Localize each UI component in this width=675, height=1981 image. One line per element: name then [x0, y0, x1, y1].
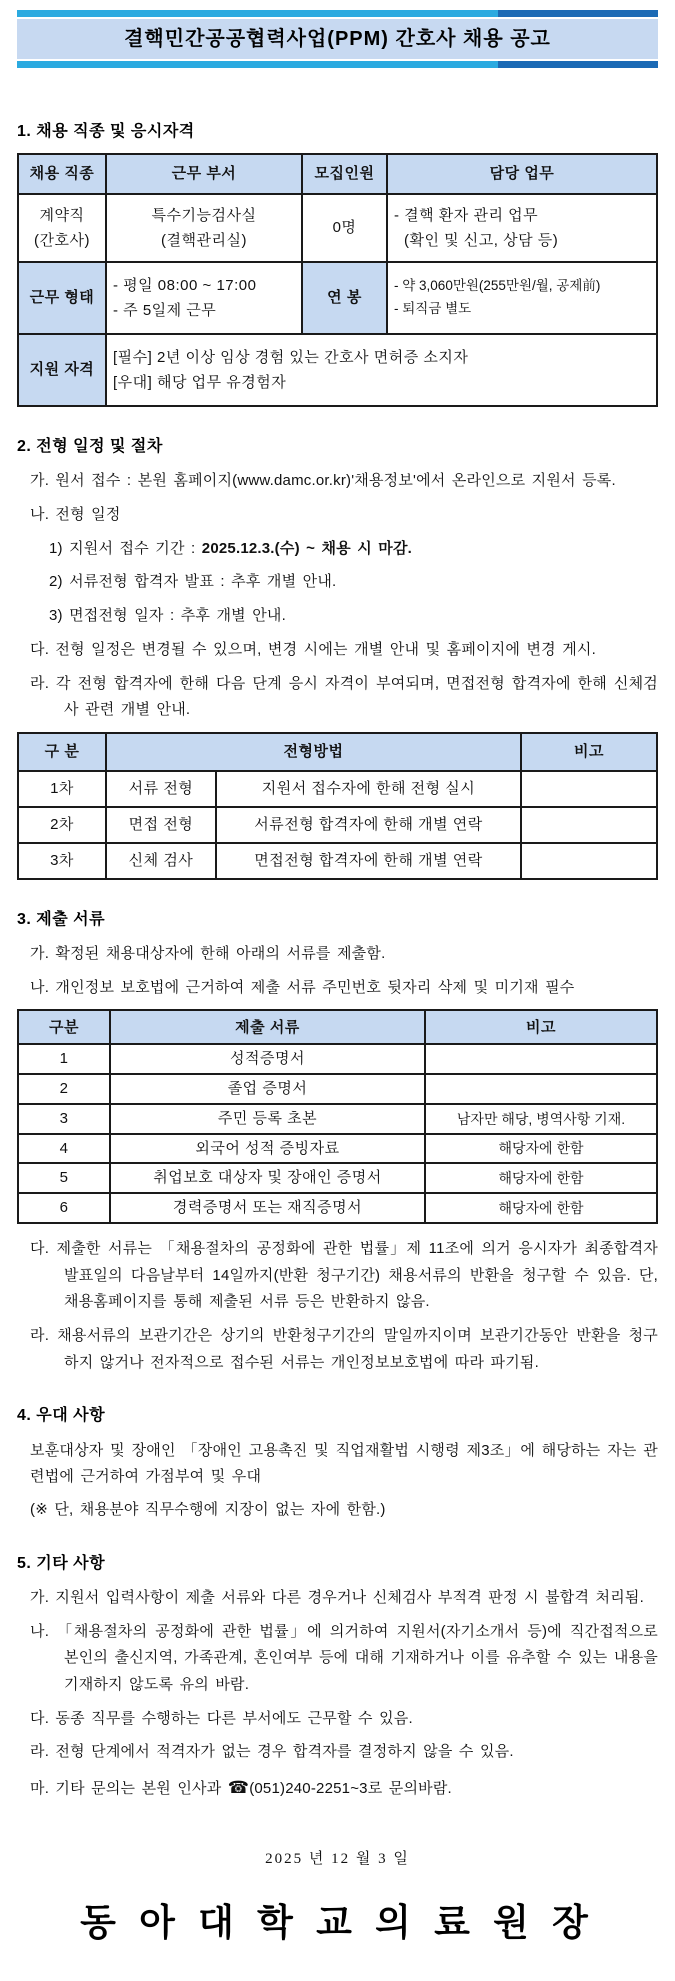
process-header-note: 비고	[521, 733, 657, 771]
s5-item-da: 다. 동종 직무를 수행하는 다른 부서에도 근무할 수 있음.	[30, 1709, 413, 1727]
process-row-3: 3차 신체 검사 면접전형 합격자에 한해 개별 연락	[18, 843, 657, 879]
work-type-cell: - 평일 08:00 ~ 17:00 - 주 5일제 근무	[106, 262, 302, 334]
process-row-1: 1차 서류 전형 지원서 접수자에 한해 전형 실시	[18, 771, 657, 807]
banner-top-strip-blue	[498, 10, 658, 17]
job-header-duty: 담당 업무	[387, 154, 657, 194]
documents-row-6: 6 경력증명서 또는 재직증명서 해당자에 한함	[18, 1193, 657, 1223]
documents-row-3: 3 주민 등록 초본 남자만 해당, 병역사항 기재.	[18, 1104, 657, 1134]
s2-item-da: 다. 전형 일정은 변경될 수 있으며, 변경 시에는 개별 안내 및 홈페이지에 변경 게시.	[30, 640, 596, 658]
documents-row-2: 2 졸업 증명서	[18, 1074, 657, 1104]
banner-top-strip-cyan	[17, 10, 498, 17]
s5-item-ra: 라. 전형 단계에서 적격자가 없는 경우 합격자를 결정하지 않을 수 있음.	[30, 1743, 514, 1761]
title-banner	[17, 10, 658, 68]
documents-table	[17, 1009, 658, 1224]
s2-item-ra: 라. 각 전형 합격자에 한해 다음 단계 응시 자격이 부여되며, 면접전형 합격자에 한해 신체검사 관련 개별 안내.	[30, 674, 658, 719]
job-table	[17, 153, 658, 407]
s3-item-ga: 가. 확정된 채용대상자에 한해 아래의 서류를 제출함.	[30, 945, 386, 963]
banner-top-strip	[17, 10, 658, 17]
documents-table-header-row	[18, 1010, 657, 1044]
s2-item-na2: 2) 서류전형 합격자 발표 : 추후 개별 안내.	[49, 573, 337, 591]
s2-item-ga: 가. 원서 접수 : 본원 홈페이지(www.damc.or.kr)'채용정보'에서 온라인으로 지원서 등록.	[30, 472, 616, 490]
section-4-heading: 4. 우대 사항	[17, 1407, 106, 1425]
job-duty-cell: - 결핵 환자 관리 업무 (확인 및 신고, 상담 등)	[387, 194, 657, 262]
s5-item-ga: 가. 지원서 입력사항이 제출 서류와 다른 경우거나 신체검사 부적격 판정 시 불합격 처리됨.	[30, 1588, 644, 1606]
document-date: 2025 년 12 월 3 일	[265, 1851, 410, 1868]
documents-header-no: 구분	[18, 1010, 110, 1044]
s2-item-na3: 3) 면접전형 일자 : 추후 개별 안내.	[49, 607, 286, 625]
banner-bottom-strip-blue	[498, 61, 658, 68]
s2-item-na: 나. 전형 일정	[30, 506, 121, 524]
s5-item-ma: 마. 기타 문의는 본원 인사과 ☎(051)240-2251~3로 문의바람.	[30, 1777, 452, 1797]
application-deadline: 2025.12.3.(수) ~ 채용 시 마감.	[201, 539, 413, 557]
job-count-cell: 0명	[302, 194, 387, 262]
banner-bottom-strip	[17, 61, 658, 68]
documents-row-5: 5 취업보호 대상자 및 장애인 증명서 해당자에 한함	[18, 1163, 657, 1193]
job-table-row-position	[18, 194, 657, 262]
banner-bottom-strip-cyan	[17, 61, 498, 68]
documents-header-doc: 제출 서류	[110, 1010, 425, 1044]
contact-phone-number: (051)240-2251~3로 문의바람.	[249, 1779, 452, 1797]
process-row-2: 2차 면접 전형 서류전형 합격자에 한해 개별 연락	[18, 807, 657, 843]
work-type-label: 근무 형태	[18, 262, 106, 334]
documents-header-note: 비고	[425, 1010, 657, 1044]
s4-line-1: 보훈대상자 및 장애인 「장애인 고용촉진 및 직업재활법 시행령 제3조」에 해당하는 자는 관련법에 근거하여 가점부여 및 우대	[30, 1441, 658, 1486]
s3-item-da: 다. 제출한 서류는 「채용절차의 공정화에 관한 법률」제 11조에 의거 응시자가 최종합격자 발표일의 다음날부터 14일까지(반환 청구기간) 채용서류의 반환을 청구할 수 있음. 단, 채용홈페이지를 통해 제출된 서류 등은 반환하지 않음.	[30, 1239, 658, 1311]
documents-row-1: 1 성적증명서	[18, 1044, 657, 1074]
s4-line-2: (※ 단, 채용분야 직무수행에 지장이 없는 자에 한함.)	[30, 1500, 386, 1518]
job-header-type: 채용 직종	[18, 154, 106, 194]
section-3-heading: 3. 제출 서류	[17, 910, 106, 928]
job-table-row-qualification	[18, 334, 657, 406]
salary-cell: - 약 3,060만원(255만원/월, 공제前) - 퇴직금 별도	[387, 262, 657, 334]
job-header-count: 모집인원	[302, 154, 387, 194]
process-header-round: 구 분	[18, 733, 106, 771]
banner-band	[17, 19, 658, 59]
job-type-cell: 계약직 (간호사)	[18, 194, 106, 262]
phone-icon: ☎	[227, 1777, 250, 1797]
qualification-label: 지원 자격	[18, 334, 106, 406]
section-1-heading: 1. 채용 직종 및 응시자격	[17, 123, 195, 140]
process-table	[17, 732, 658, 880]
documents-row-4: 4 외국어 성적 증빙자료 해당자에 한함	[18, 1134, 657, 1164]
salary-label: 연 봉	[302, 262, 387, 334]
section-5-heading: 5. 기타 사항	[17, 1554, 106, 1572]
issuer-signature: 동 아 대 학 교 의 료 원 장	[80, 1902, 595, 1944]
page-title: 결핵민간공공협력사업(PPM) 간호사 채용 공고	[124, 27, 551, 50]
qualification-cell: [필수] 2년 이상 임상 경험 있는 간호사 면허증 소지자 [우대] 해당 업무 유경험자	[106, 334, 657, 406]
s2-item-na1: 1) 지원서 접수 기간 : 2025.12.3.(수) ~ 채용 시 마감.	[49, 539, 413, 557]
process-header-method: 전형방법	[106, 733, 521, 771]
s3-item-ra: 라. 채용서류의 보관기간은 상기의 반환청구기간의 말일까지이며 보관기간동안 반환을 청구하지 않거나 전자적으로 접수된 서류는 개인정보보호법에 따라 파기됨.	[30, 1327, 658, 1371]
s5-item-na: 나. 「채용절차의 공정화에 관한 법률」에 의거하여 지원서(자기소개서 등)에 직간접적으로 본인의 출신지역, 가족관계, 혼인여부 등에 대해 기재하거나 이를 유추할 수 있는 내용을 기재하지 않도록 유의 바람.	[30, 1622, 658, 1693]
job-table-header-row	[18, 154, 657, 194]
job-dept-cell: 특수기능검사실 (결핵관리실)	[106, 194, 302, 262]
process-table-header-row	[18, 733, 657, 771]
job-table-row-conditions	[18, 262, 657, 334]
section-2-heading: 2. 전형 일정 및 절차	[17, 438, 163, 456]
s3-item-na: 나. 개인정보 보호법에 근거하여 제출 서류 주민번호 뒷자리 삭제 및 미기재 필수	[30, 978, 575, 996]
job-header-dept: 근무 부서	[106, 154, 302, 194]
